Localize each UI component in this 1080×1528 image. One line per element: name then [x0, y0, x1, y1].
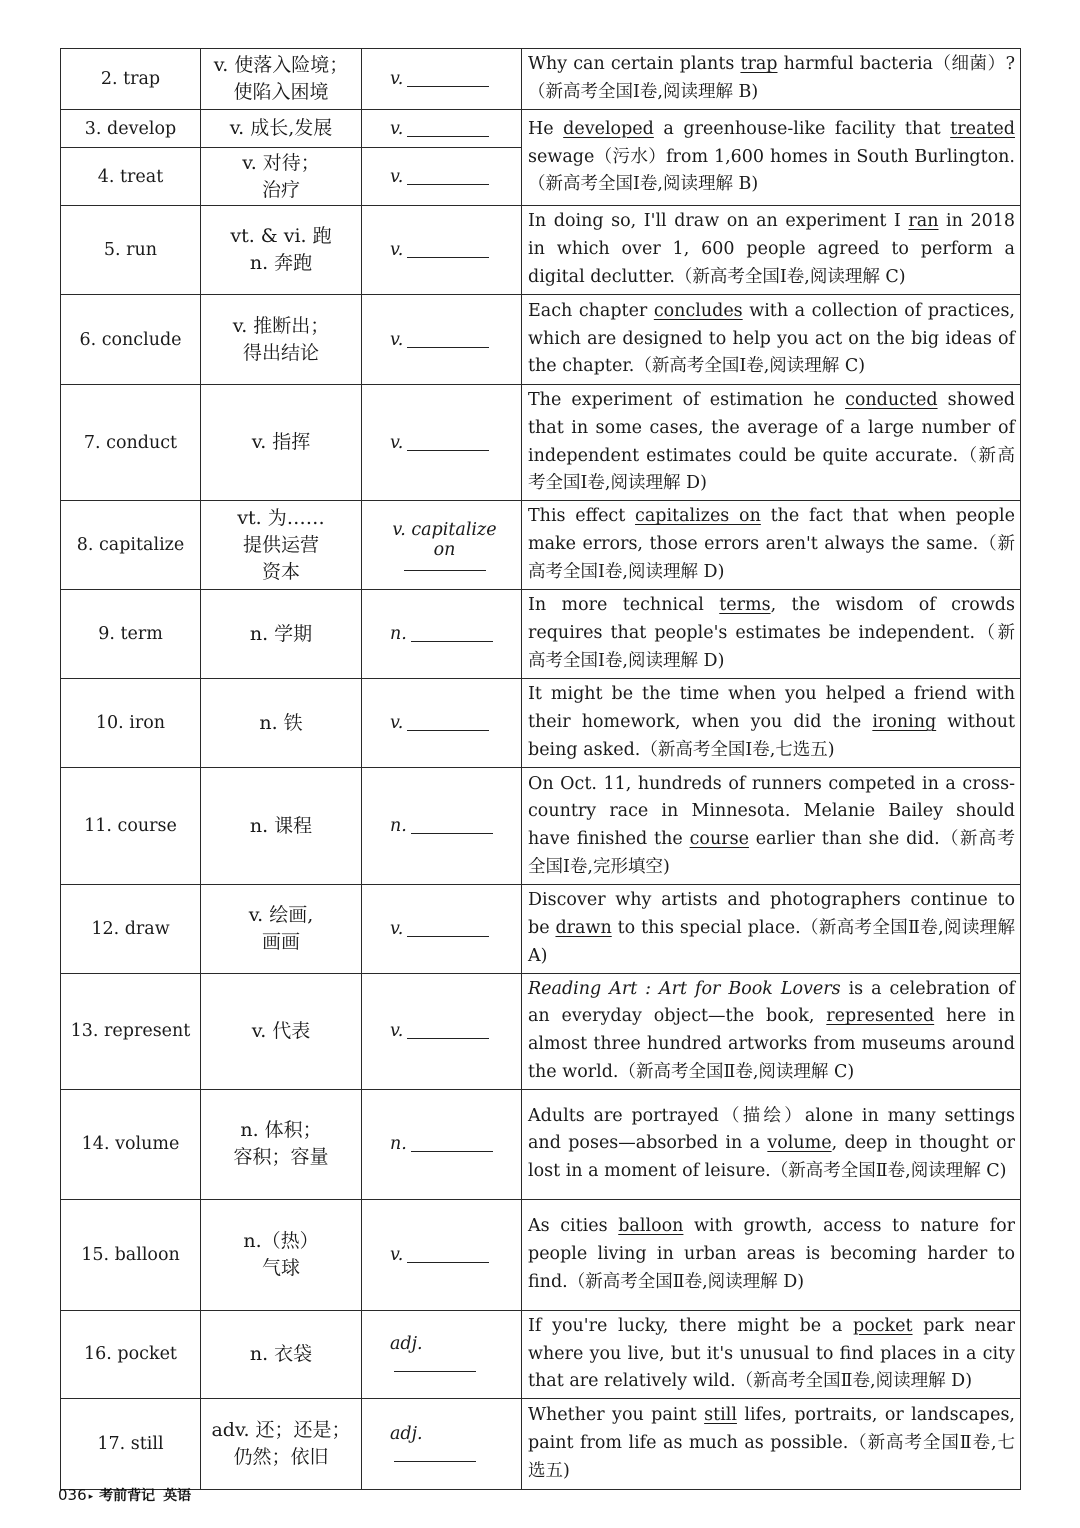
example-sentence-cell: [522, 385, 1021, 501]
meaning-line: 容积；容量: [233, 1146, 329, 1169]
meaning-cell: [201, 49, 362, 110]
blank-cell: [362, 110, 522, 148]
blank-cell: [362, 49, 522, 110]
part-of-speech-label: n.: [390, 816, 407, 837]
table-row: [61, 1310, 1021, 1398]
target-word: concludes: [653, 300, 743, 321]
meaning-line: n. 学期: [249, 622, 313, 645]
meaning-cell: [201, 590, 362, 679]
meaning-cell: [201, 385, 362, 501]
sentence-text: This effect: [528, 506, 636, 527]
meaning-line: v. 指挥: [251, 431, 311, 454]
target-word: balloon: [618, 1216, 684, 1237]
arrow-icon: ▸: [88, 1492, 94, 1502]
sentence-text: , deep in thought or lost in a moment of leisure.（新高考全国Ⅱ卷,阅读理解 C): [528, 1133, 1015, 1182]
part-of-speech-label: v.: [390, 166, 404, 187]
page-footer: [58, 1485, 191, 1505]
sentence-text: harmful bacteria（细菌）?（新高考全国Ⅰ卷,阅读理解 B): [528, 54, 1015, 102]
sentence-text: If you're lucky, there might be a: [528, 1315, 853, 1336]
meaning-cell: [201, 110, 362, 148]
sentence-text: He: [528, 118, 564, 139]
meaning-line: 提供运营: [242, 533, 319, 556]
vocabulary-table: [60, 48, 1021, 1490]
sentence-text: park near where you live, but it's unusual to find places in a city that are relatively wild.（新高考全国Ⅱ卷,阅读理解 D): [528, 1315, 1015, 1392]
blank-cell: [362, 973, 522, 1089]
sentence-text: sewage（污水）from 1,600 homes in South Burlington.（新高考全国Ⅰ卷,阅读理解 B): [528, 146, 1015, 195]
answer-blank[interactable]: [411, 641, 493, 642]
sentence-text: with growth, access to nature for people living in urban areas is becoming harder to find.（新高考全国Ⅱ卷,阅读理解 D): [528, 1216, 1016, 1292]
answer-blank[interactable]: [407, 1038, 489, 1039]
example-sentence-cell: [522, 768, 1021, 885]
word-cell: 9. term: [61, 590, 201, 679]
part-of-speech-label: v.: [390, 69, 404, 89]
meaning-cell: [201, 768, 362, 885]
blank-cell: [362, 1310, 522, 1398]
target-word: ran: [908, 211, 939, 232]
example-sentence-cell: [522, 679, 1021, 768]
answer-blank[interactable]: [407, 730, 489, 731]
target-word: represented: [826, 1006, 935, 1027]
meaning-line: 得出结论: [242, 341, 319, 364]
part-of-speech-label: v.: [390, 918, 404, 939]
page-number: 036: [58, 1486, 87, 1504]
part-of-speech-label: n.: [390, 624, 407, 645]
answer-blank[interactable]: [407, 450, 489, 451]
blank-cell: [362, 148, 522, 206]
sentence-text: The experiment of estimation he: [528, 390, 846, 410]
word-cell: 5. run: [61, 206, 201, 295]
table-row: [61, 295, 1021, 385]
sentence-text: showed that in some cases, the average of a large number of independent estimates could be quite accurate.（新高考全国Ⅰ卷,阅读理解 D): [528, 390, 1016, 494]
blank-cell: [362, 1199, 522, 1310]
meaning-line: adv. 还；还是；: [211, 1419, 351, 1442]
blank-cell: [362, 1089, 522, 1199]
table-row: [61, 885, 1021, 973]
meaning-line: vt. & vi. 跑: [230, 225, 332, 247]
meaning-line: n. 铁: [259, 711, 303, 734]
example-sentence-cell: [522, 110, 1021, 206]
blank-cell: [362, 385, 522, 501]
subject-label: 英语: [163, 1488, 192, 1504]
target-word: course: [689, 829, 749, 850]
answer-blank[interactable]: [407, 936, 489, 937]
meaning-line: 气球: [261, 1256, 300, 1279]
table-row: [61, 206, 1021, 295]
meaning-line: v. 对待；: [242, 151, 320, 174]
word-cell: 4. treat: [61, 148, 201, 206]
word-cell: 12. draw: [61, 885, 201, 973]
table-row: [61, 1199, 1021, 1310]
part-of-speech-label: adj.: [390, 1334, 423, 1355]
word-cell: 3. develop: [61, 110, 201, 148]
meaning-line: n. 衣袋: [249, 1342, 313, 1365]
sentence-text: Discover why artists and photographers continue to be: [528, 890, 1015, 938]
answer-blank[interactable]: [407, 136, 489, 137]
target-word: volume: [767, 1133, 832, 1154]
answer-blank[interactable]: [394, 1461, 476, 1462]
part-of-speech-label: v.: [390, 329, 404, 350]
sentence-text: without being asked.（新高考全国Ⅰ卷,七选五): [528, 712, 1015, 761]
blank-cell: [362, 885, 522, 973]
answer-blank[interactable]: [407, 86, 489, 87]
meaning-line: v. 成长,发展: [229, 117, 333, 139]
meaning-line: n.（热）: [243, 1229, 319, 1252]
blank-cell: [362, 679, 522, 768]
sentence-text: is a celebration of an everyday object—the book,: [528, 978, 1016, 1027]
meaning-line: v. 绘画,: [248, 903, 314, 926]
part-of-speech-label: v.: [390, 240, 404, 260]
sentence-text: Why can certain plants: [528, 54, 741, 75]
table-row: [61, 385, 1021, 501]
part-of-speech-label: adj.: [390, 1424, 423, 1445]
sentence-text: the fact that when people make errors, those errors aren't always the same.（新高考全国Ⅰ卷,阅读理解 D): [528, 506, 1015, 583]
sentence-text: In more technical: [528, 595, 720, 616]
sentence-text: In doing so, I'll draw on an experiment I: [528, 211, 909, 232]
book-title-text: Reading Art : Art for Book Lovers: [528, 978, 841, 999]
word-cell: 17. still: [61, 1399, 201, 1490]
part-of-speech-label: v. capitalize on: [392, 519, 497, 560]
word-cell: 14. volume: [61, 1089, 201, 1199]
meaning-cell: [201, 1310, 362, 1398]
word-cell: 7. conduct: [61, 385, 201, 501]
example-sentence-cell: [522, 885, 1021, 973]
meaning-line: n. 奔跑: [249, 252, 313, 274]
example-sentence-cell: [522, 1199, 1021, 1310]
meaning-line: n. 体积；: [240, 1119, 322, 1142]
word-cell: 15. balloon: [61, 1199, 201, 1310]
meaning-line: 治疗: [261, 178, 300, 201]
sentence-text: Whether you paint: [528, 1405, 705, 1426]
blank-cell: [362, 295, 522, 385]
example-sentence-cell: [522, 501, 1021, 590]
part-of-speech-label: v.: [390, 1021, 404, 1042]
meaning-cell: [201, 148, 362, 206]
table-row: [61, 1089, 1021, 1199]
sentence-text: to this special place.（新高考全国Ⅱ卷,阅读理解 A): [528, 917, 1016, 966]
meaning-line: 资本: [261, 560, 300, 583]
word-cell: 13. represent: [61, 973, 201, 1089]
sentence-text: Each chapter: [528, 300, 654, 321]
target-word: terms: [719, 595, 771, 616]
meaning-line: 使陷入困境: [233, 81, 329, 103]
table-row: [61, 501, 1021, 590]
meaning-cell: [201, 1089, 362, 1199]
meaning-line: 画画: [261, 930, 300, 953]
sentence-text: It might be the time when you helped a friend with their homework, when you did the: [528, 684, 1015, 733]
blank-cell: [362, 768, 522, 885]
example-sentence-cell: [522, 1089, 1021, 1199]
meaning-line: v. 推断出；: [232, 314, 330, 337]
example-sentence-cell: [522, 1399, 1021, 1490]
answer-blank[interactable]: [407, 347, 489, 348]
sentence-text: Adults are portrayed（描绘）alone in many settings and poses—absorbed in a: [528, 1105, 1015, 1154]
part-of-speech-label: v.: [390, 713, 404, 734]
example-sentence-cell: [522, 973, 1021, 1089]
word-cell: 6. conclude: [61, 295, 201, 385]
meaning-cell: [201, 973, 362, 1089]
sentence-text: in 2018 in which over 1, 600 people agreed to perform a digital declutter.（新高考全国Ⅰ卷,阅读理解 C): [528, 211, 1015, 287]
target-word: developed: [563, 118, 654, 139]
answer-blank[interactable]: [411, 1151, 493, 1152]
answer-blank[interactable]: [404, 570, 486, 571]
part-of-speech-label: n.: [390, 1134, 407, 1155]
blank-cell: [362, 501, 522, 590]
sentence-text: , the wisdom of crowds requires that people's estimates be independent.（新高考全国Ⅰ卷,阅读理解 D): [528, 595, 1015, 672]
table-row: [61, 110, 1021, 148]
target-word: capitalizes on: [635, 506, 761, 527]
table-row: [61, 973, 1021, 1089]
sentence-text: As cities: [528, 1216, 619, 1237]
target-word: pocket: [853, 1315, 913, 1336]
meaning-cell: [201, 1199, 362, 1310]
example-sentence-cell: [522, 1310, 1021, 1398]
part-of-speech-label: v.: [390, 118, 404, 139]
target-word: conducted: [845, 390, 938, 410]
meaning-cell: [201, 885, 362, 973]
sentence-text: On Oct. 11, hundreds of runners competed in a cross-country race in Minnesota. Melanie Bailey should have finished the: [528, 773, 1015, 850]
meaning-cell: [201, 295, 362, 385]
meaning-line: vt. 为……: [237, 506, 325, 529]
word-cell: 8. capitalize: [61, 501, 201, 590]
meaning-line: 仍然；依旧: [233, 1446, 329, 1469]
part-of-speech-label: v.: [390, 1244, 404, 1265]
sentence-text: lifes, portraits, or landscapes, paint from life as much as possible.（新高考全国Ⅱ卷,七选五): [528, 1405, 1016, 1482]
sentence-text: earlier than she did.（新高考全国Ⅰ卷,完形填空): [528, 829, 1015, 877]
answer-blank[interactable]: [394, 1371, 476, 1372]
table-row: [61, 768, 1021, 885]
example-sentence-cell: [522, 295, 1021, 385]
book-title: 考前背记: [99, 1488, 156, 1504]
example-sentence-cell: [522, 590, 1021, 679]
meaning-cell: [201, 501, 362, 590]
answer-blank[interactable]: [407, 257, 489, 258]
target-word: trap: [740, 54, 778, 75]
target-word: treated: [950, 118, 1015, 139]
table-row: [61, 679, 1021, 768]
blank-cell: [362, 1399, 522, 1490]
example-sentence-cell: [522, 206, 1021, 295]
table-row: [61, 1399, 1021, 1490]
sentence-text: a greenhouse-like facility that: [653, 118, 951, 139]
example-sentence-cell: [522, 49, 1021, 110]
meaning-line: v. 使落入险境；: [213, 54, 349, 76]
target-word: ironing: [872, 712, 937, 733]
word-cell: 2. trap: [61, 49, 201, 110]
sentence-text: with a collection of practices, which are designed to help you act on the big ideas of the chapter.（新高考全国Ⅰ卷,阅读理解 C): [528, 300, 1015, 377]
table-row: [61, 49, 1021, 110]
vocabulary-table-body: [61, 49, 1021, 1490]
blank-cell: [362, 206, 522, 295]
word-cell: 10. iron: [61, 679, 201, 768]
answer-blank[interactable]: [411, 833, 493, 834]
target-word: drawn: [555, 917, 612, 938]
word-cell: 11. course: [61, 768, 201, 885]
word-cell: 16. pocket: [61, 1310, 201, 1398]
blank-cell: [362, 590, 522, 679]
answer-blank[interactable]: [407, 1262, 489, 1263]
part-of-speech-label: v.: [390, 432, 404, 453]
meaning-cell: [201, 679, 362, 768]
answer-blank[interactable]: [407, 184, 489, 185]
meaning-line: v. 代表: [251, 1019, 311, 1042]
target-word: still: [704, 1405, 737, 1426]
meaning-cell: [201, 206, 362, 295]
table-row: [61, 590, 1021, 679]
meaning-line: n. 课程: [249, 814, 313, 837]
meaning-cell: [201, 1399, 362, 1490]
sentence-text: here in almost three hundred artworks from museums around the world.（新高考全国Ⅱ卷,阅读理解 C): [528, 1006, 1015, 1082]
